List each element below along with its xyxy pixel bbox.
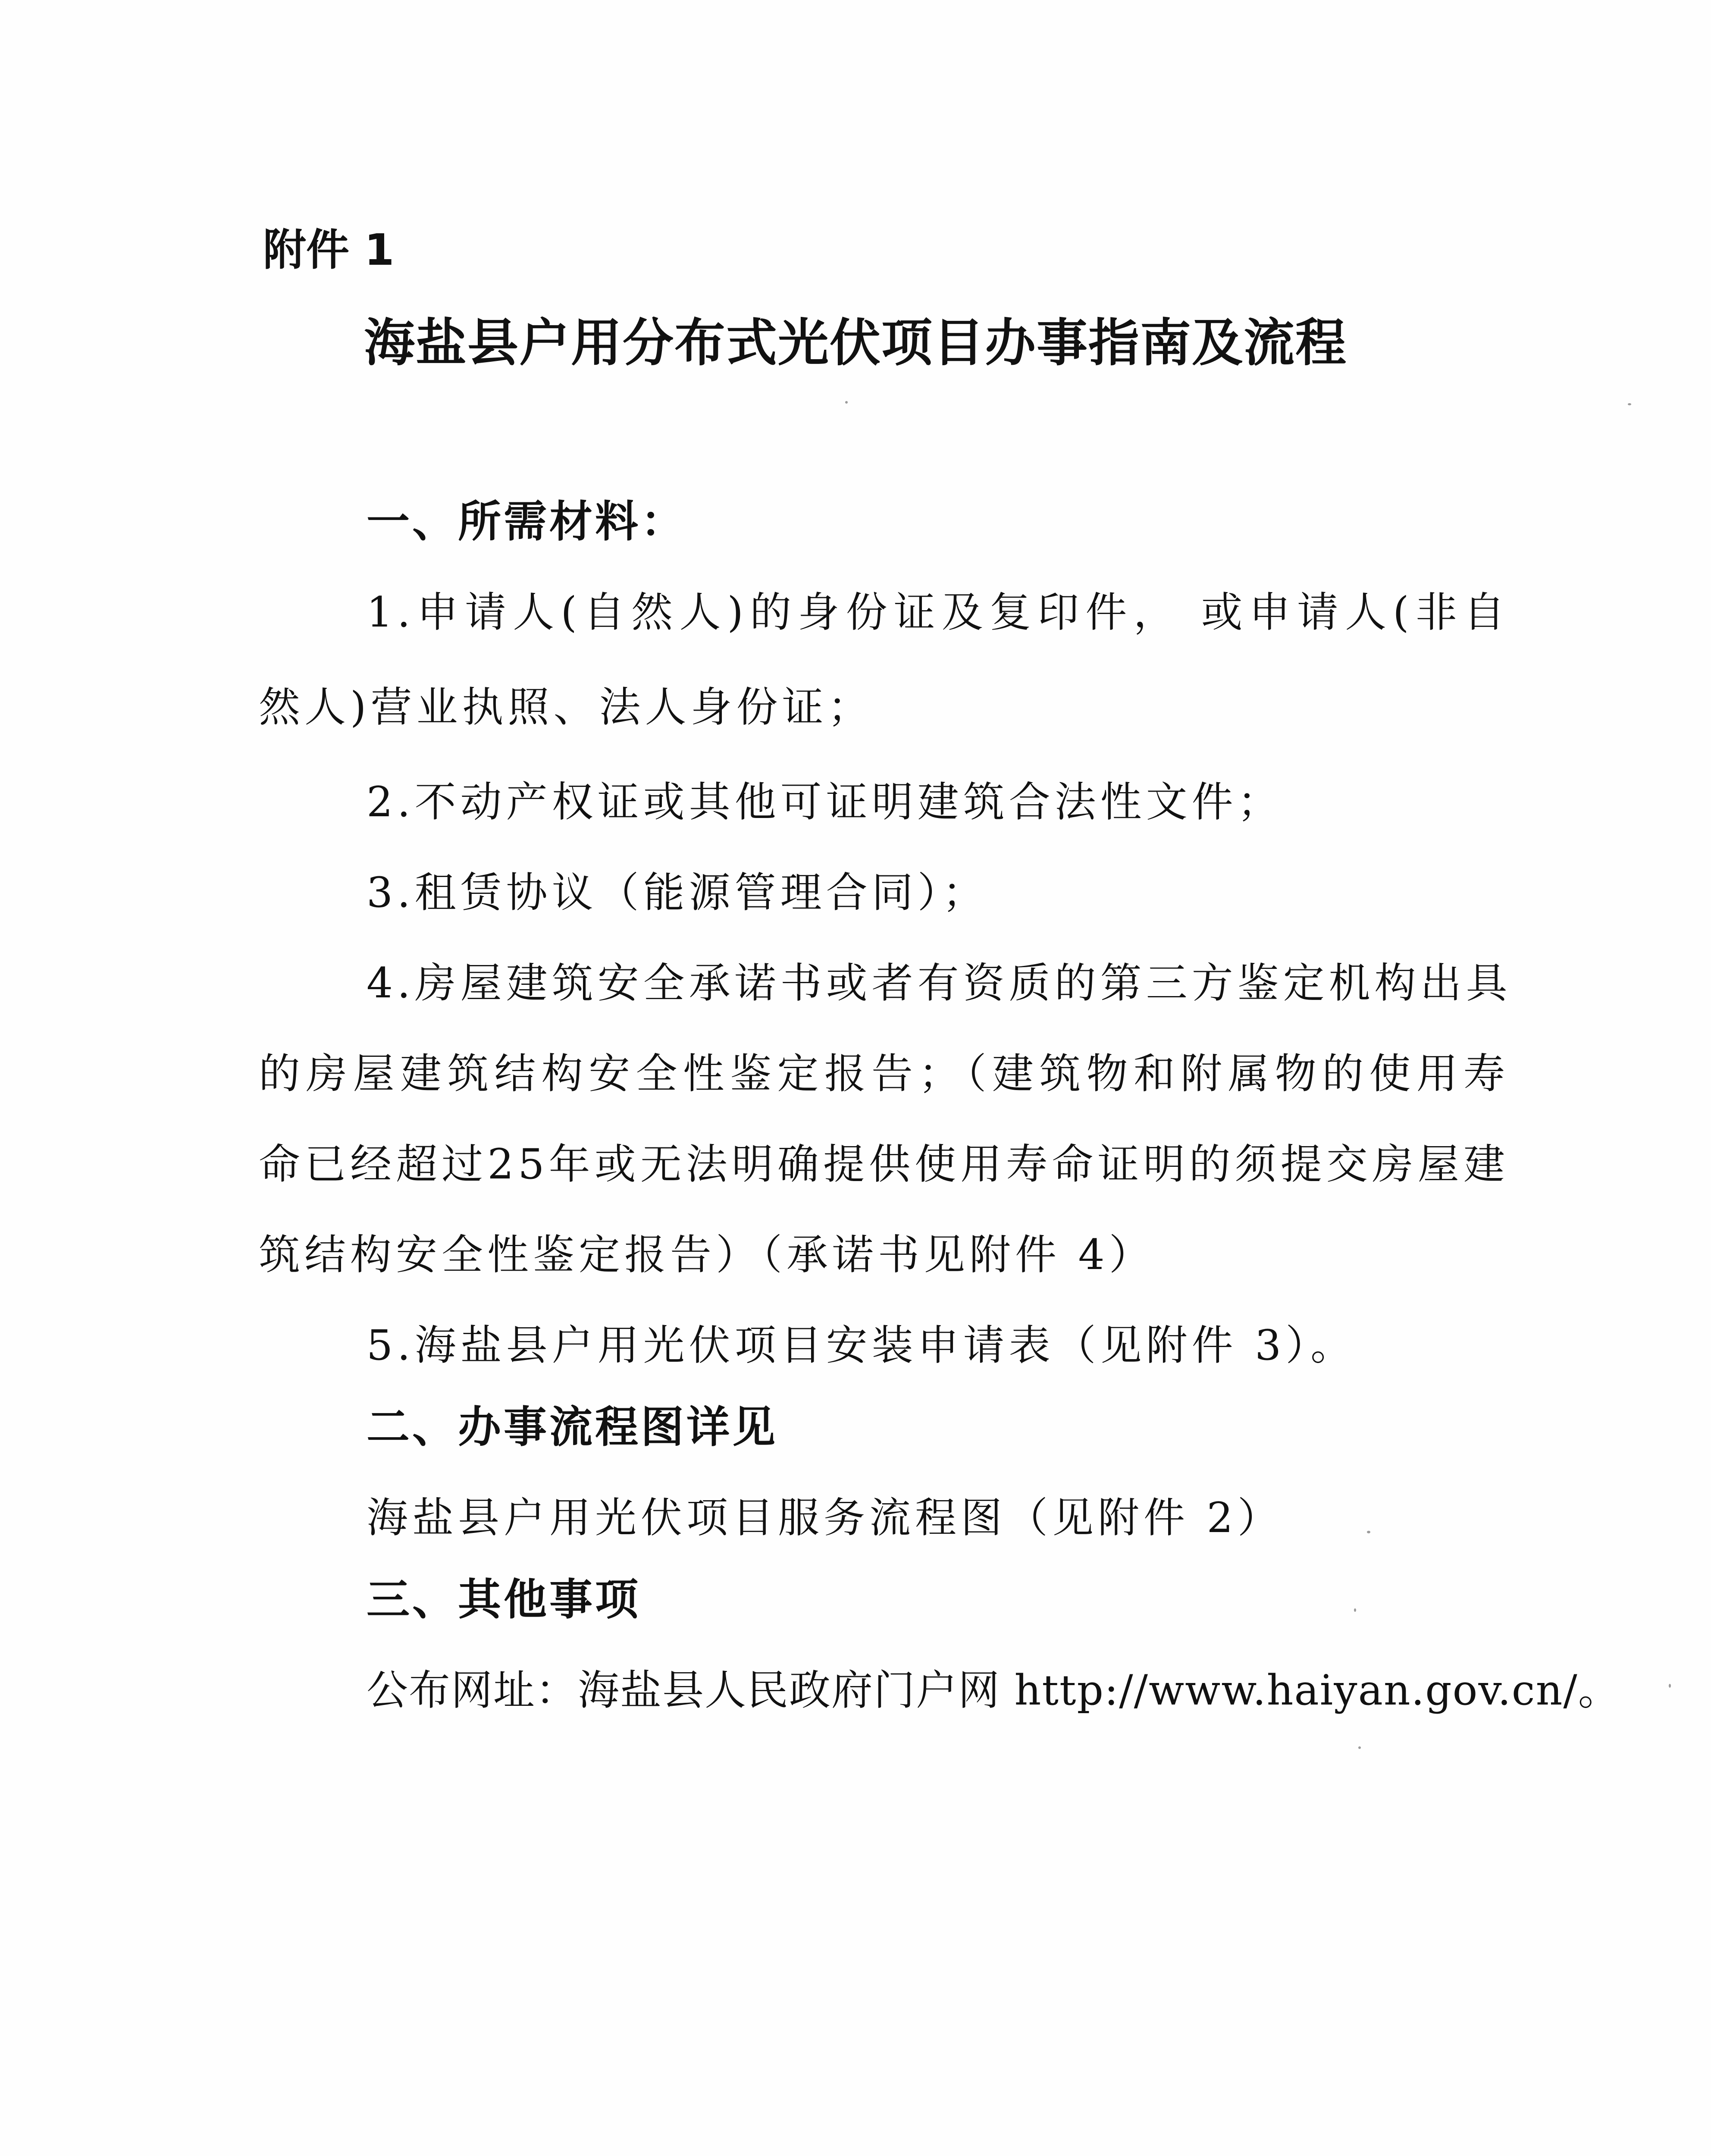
scan-speck — [1669, 1684, 1671, 1688]
material-item-1-line-1: 1.申请人(自然人)的身份证及复印件， 或申请人(非自 — [367, 588, 1509, 636]
material-item-5: 5.海盐县户用光伏项目安装申请表（见附件 3）。 — [367, 1321, 1357, 1369]
material-item-4-line-2: 的房屋建筑结构安全性鉴定报告；（建筑物和附属物的使用寿 — [259, 1050, 1509, 1098]
material-item-2: 2.不动产权证或其他可证明建筑合法性文件； — [367, 778, 1283, 826]
section-heading-process: 二、办事流程图详见 — [367, 1402, 778, 1452]
scan-speck — [1367, 1531, 1370, 1533]
section-heading-other: 三、其他事项 — [367, 1574, 641, 1625]
material-item-4-line-1: 4.房屋建筑安全承诺书或者有资质的第三方鉴定机构出具 — [367, 959, 1512, 1007]
material-item-4-line-3: 命已经超过25年或无法明确提供使用寿命证明的须提交房屋建 — [259, 1140, 1509, 1188]
scan-speck — [845, 401, 848, 404]
page-title: 海盐县户用分布式光伏项目办事指南及流程 — [364, 313, 1347, 373]
publish-website: 公布网址：海盐县人民政府门户网 http://www.haiyan.gov.cn/。 — [367, 1666, 1620, 1714]
material-item-3: 3.租赁协议（能源管理合同）； — [367, 868, 988, 917]
section-heading-materials: 一、所需材料： — [367, 496, 686, 547]
material-item-4-line-4: 筑结构安全性鉴定报告）（承诺书见附件 4） — [259, 1231, 1155, 1279]
scan-speck — [1354, 1608, 1356, 1612]
process-chart-reference: 海盐县户用光伏项目服务流程图（见附件 2） — [367, 1494, 1283, 1542]
scan-speck — [1358, 1746, 1361, 1749]
material-item-1-line-2: 然人)营业执照、法人身份证； — [259, 683, 874, 731]
attachment-label: 附件 1 — [263, 225, 395, 275]
scan-speck — [1628, 403, 1631, 405]
